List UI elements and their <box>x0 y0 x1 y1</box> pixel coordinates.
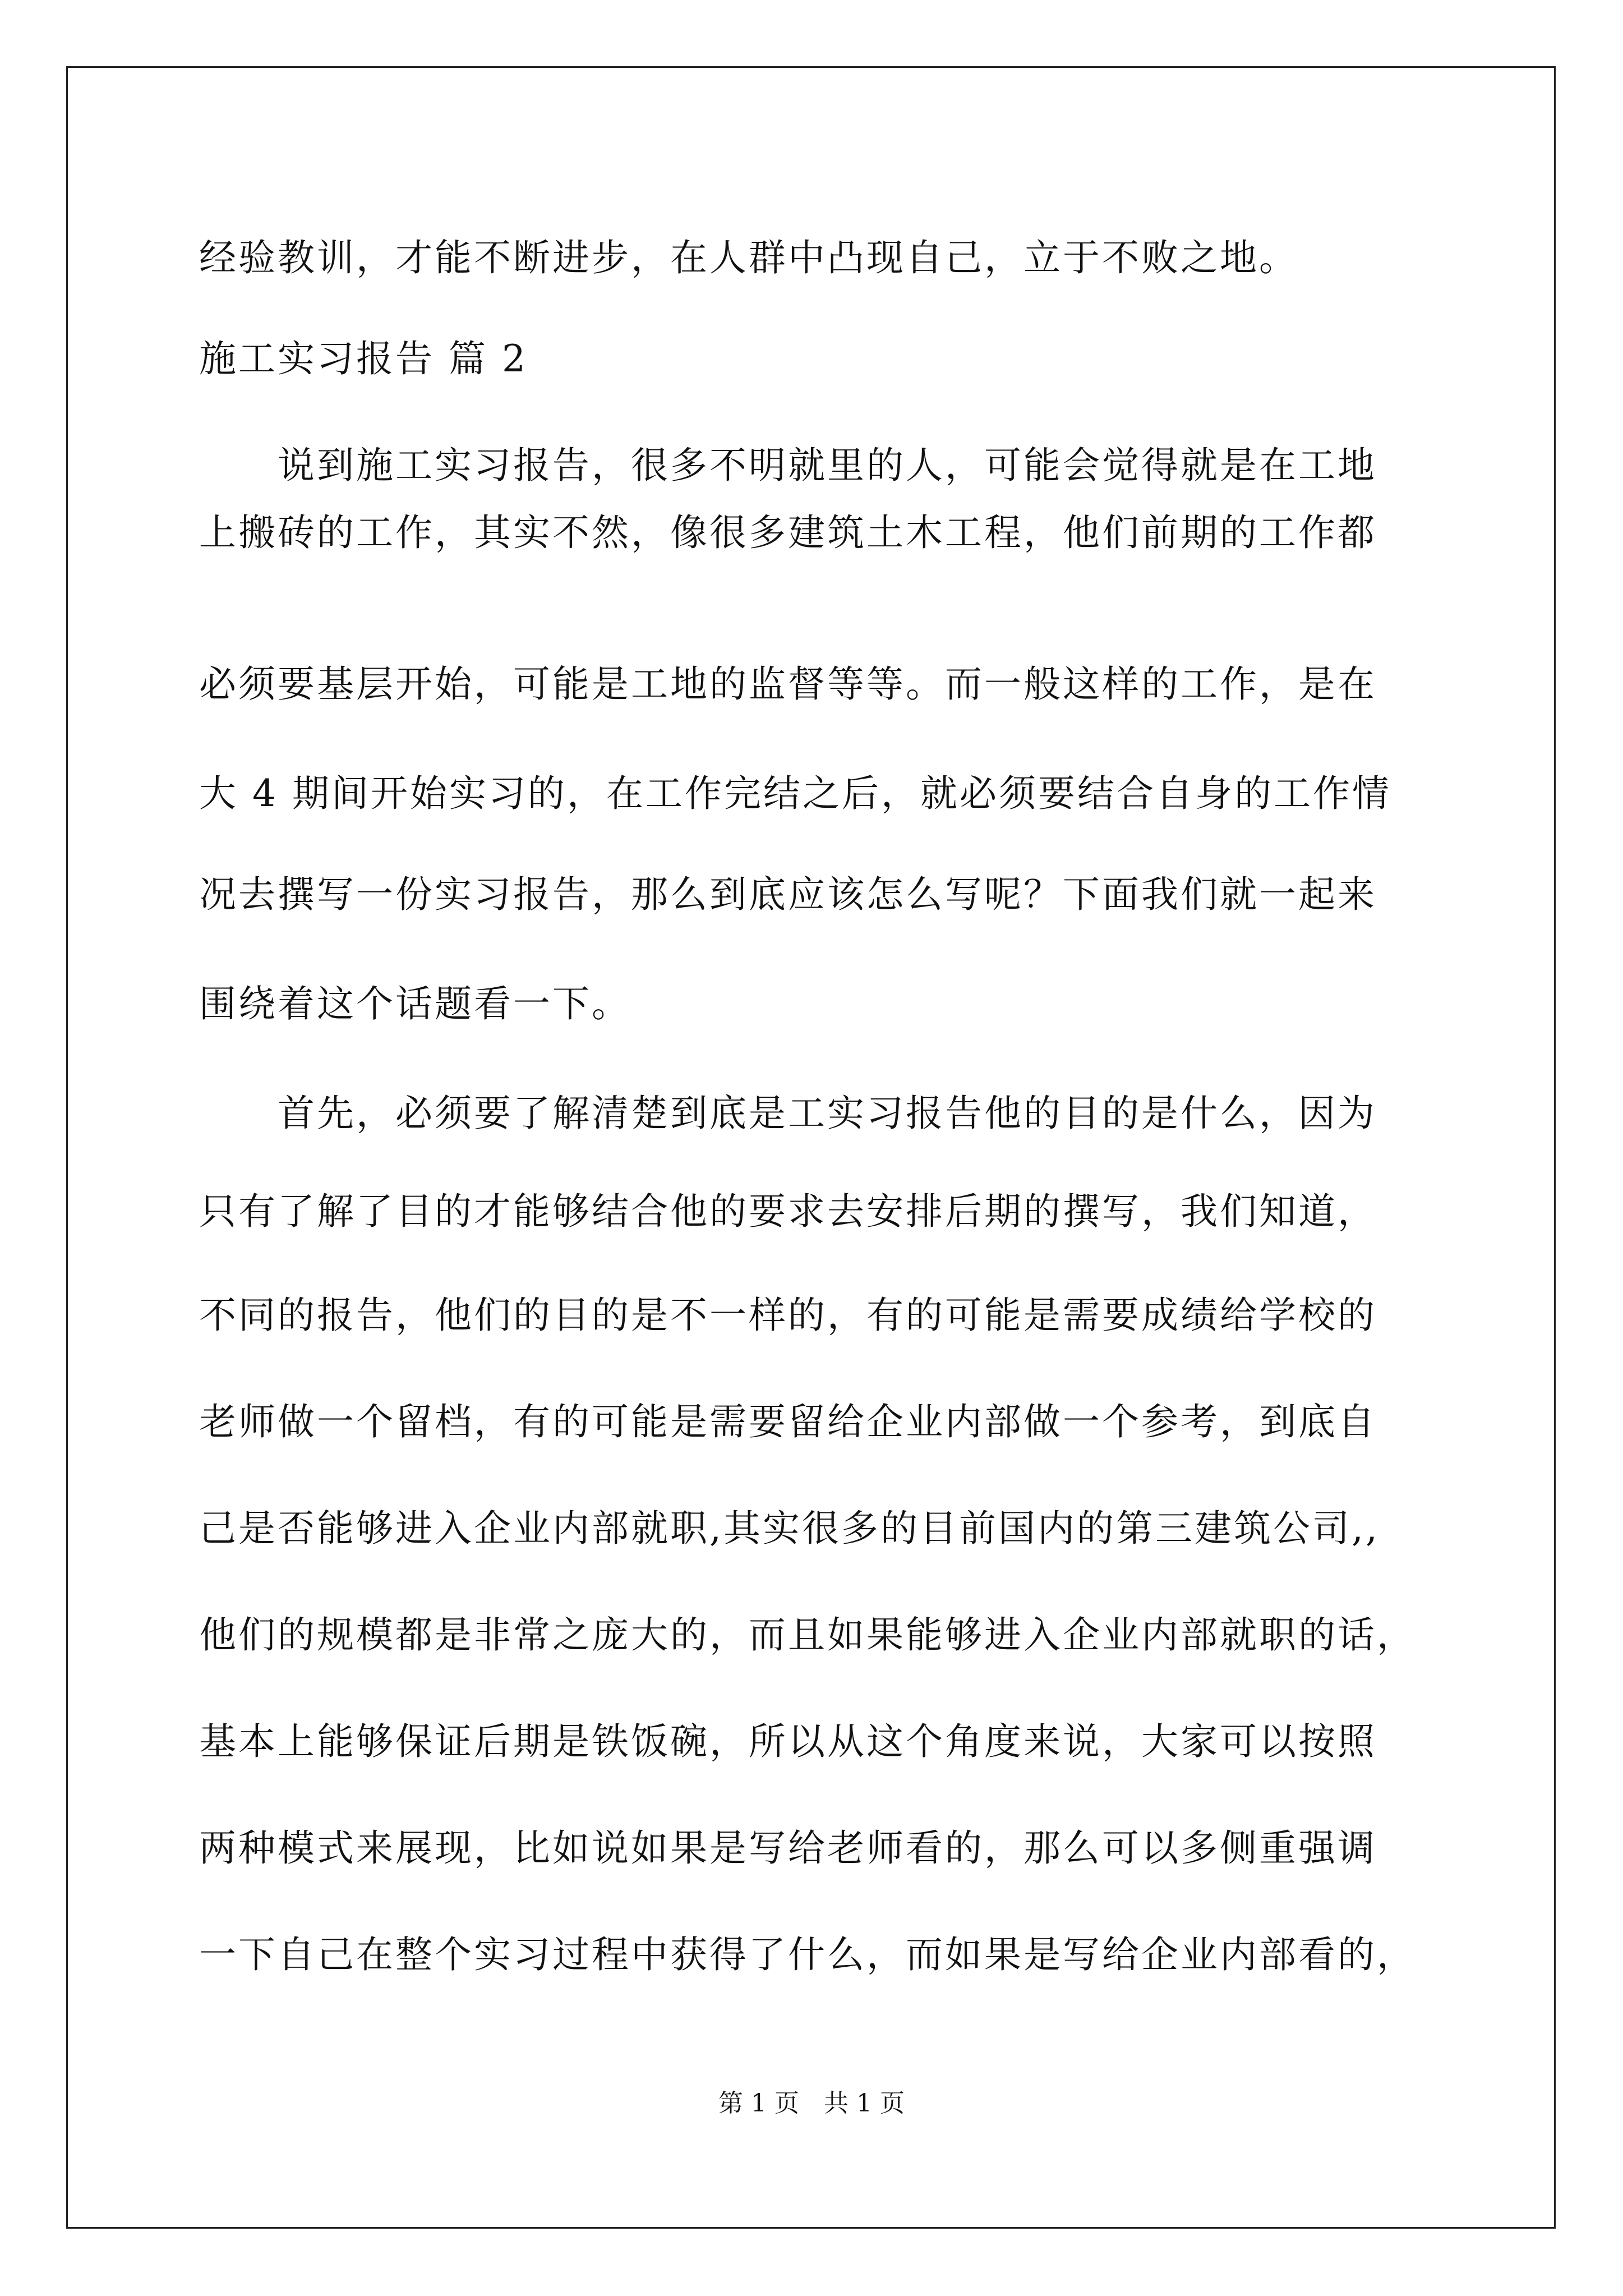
body-line: 首先，必须要了解清楚到底是工实习报告他的目的是什么，因为 <box>199 1092 1377 1135</box>
body-line: 老师做一个留档，有的可能是需要留给企业内部做一个参考，到底自 <box>199 1400 1377 1443</box>
body-line: 必须要基层开始，可能是工地的监督等等。而一般这样的工作，是在 <box>199 662 1377 706</box>
body-line: 己是否能够进入企业内部就职,其实很多的目前国内的第三建筑公司,, <box>199 1507 1380 1550</box>
body-line: 他们的规模都是非常之庞大的，而且如果能够进入企业内部就职的话， <box>199 1613 1416 1657</box>
body-line: 不同的报告，他们的目的是不一样的，有的可能是需要成绩给学校的 <box>199 1294 1377 1337</box>
body-line: 两种模式来展现，比如说如果是写给老师看的，那么可以多侧重强调 <box>199 1826 1377 1870</box>
body-line: 一下自己在整个实习过程中获得了什么，而如果是写给企业内部看的， <box>199 1933 1416 1976</box>
body-line: 上搬砖的工作，其实不然，像很多建筑土木工程，他们前期的工作都 <box>199 511 1377 554</box>
body-line: 基本上能够保证后期是铁饭碗，所以从这个角度来说，大家可以按照 <box>199 1720 1377 1763</box>
body-line: 况去撰写一份实习报告，那么到底应该怎么写呢？下面我们就一起来 <box>199 873 1377 916</box>
page-border <box>66 66 1556 2229</box>
body-line: 经验教训，才能不断进步，在人群中凸现自己，立于不败之地。 <box>199 236 1298 279</box>
section-heading: 施工实习报告 篇 2 <box>199 337 528 380</box>
page-footer: 第 1 页 共 1 页 <box>718 2089 905 2118</box>
body-line: 只有了解了目的才能够结合他的要求去安排后期的撰写，我们知道， <box>199 1190 1377 1233</box>
body-line: 围绕着这个话题看一下。 <box>199 982 631 1025</box>
body-line: 大 4 期间开始实习的，在工作完结之后，就必须要结合自身的工作情 <box>199 772 1391 815</box>
body-line: 说到施工实习报告，很多不明就里的人，可能会觉得就是在工地 <box>199 444 1377 487</box>
